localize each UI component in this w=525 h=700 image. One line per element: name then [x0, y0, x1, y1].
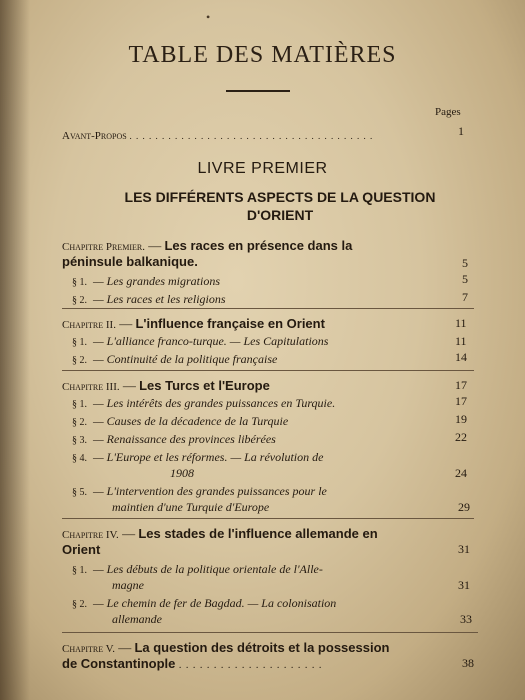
section-title: — Le chemin de fer de Bagdad. — La colonisation	[90, 596, 337, 610]
section-sign: § 1.	[72, 337, 87, 348]
section-page: 33	[460, 612, 472, 626]
divider	[62, 518, 474, 519]
chapter-4-page: 31	[458, 542, 470, 556]
chapter-label: Chapitre IV.	[62, 529, 119, 541]
title-rule	[226, 90, 290, 92]
section-entry	[72, 292, 226, 307]
section-page: 31	[458, 578, 470, 592]
page-mark: •	[206, 10, 211, 24]
binding-shadow	[0, 0, 30, 700]
section-entry	[72, 596, 336, 611]
chapter-2-page: 11	[455, 316, 467, 330]
section-title: — Les débuts de la politique orientale de l'Alle-	[90, 562, 323, 576]
section-sign: § 4.	[72, 453, 87, 464]
section-page: 5	[462, 272, 468, 286]
section-sign: § 1.	[72, 565, 87, 576]
section-entry	[72, 414, 288, 429]
chapter-title: La question des détroits et la possession	[134, 640, 390, 655]
section-entry	[72, 432, 276, 447]
pages-column-label: Pages	[435, 106, 461, 118]
chapter-4-heading	[62, 526, 378, 542]
section-title-cont: allemande	[112, 612, 162, 626]
chapter-4-heading-cont	[62, 542, 100, 558]
section-entry	[72, 396, 335, 411]
chapter-title: Les Turcs et l'Europe	[139, 378, 270, 393]
section-title: — Les races et les religions	[90, 292, 226, 306]
section-page: 29	[458, 500, 470, 514]
divider	[62, 370, 474, 371]
dash: —	[118, 526, 139, 541]
section-sign: § 5.	[72, 487, 87, 498]
section-page: 11	[455, 334, 467, 348]
dash: —	[144, 238, 165, 253]
section-entry	[72, 352, 277, 367]
section-title: — L'intervention des grandes puissances pour le	[90, 484, 327, 498]
part-title-line-1: LES DIFFÉRENTS ASPECTS DE LA QUESTION	[124, 189, 436, 205]
leader-dots: . . . . . . . . . . . . . . . . . . . . . . . . . . . . . . . . . . . . . .	[129, 131, 374, 141]
section-page: 17	[455, 394, 467, 408]
avant-propos-entry	[62, 130, 373, 142]
dash: —	[114, 640, 135, 655]
dash: —	[115, 316, 136, 331]
divider	[62, 632, 478, 633]
section-page: 19	[455, 412, 467, 426]
section-title: — Les grandes migrations	[90, 274, 221, 288]
chapter-title: Les stades de l'influence allemande en	[138, 526, 378, 541]
page-title: TABLE DES MATIÈRES	[128, 42, 397, 68]
livre-heading: LIVRE PREMIER	[197, 160, 328, 177]
section-title-cont: 1908	[170, 466, 194, 480]
chapter-title: de Constantinople	[62, 656, 176, 671]
chapter-5-page: 38	[462, 656, 474, 670]
section-sign: § 2.	[72, 417, 87, 428]
section-title: — Causes de la décadence de la Turquie	[90, 414, 289, 428]
section-title: — Renaissance des provinces libérées	[90, 432, 276, 446]
chapter-1-heading	[62, 238, 352, 254]
chapter-label: Chapitre II.	[62, 319, 116, 331]
chapter-title: Orient	[62, 542, 101, 557]
chapter-title: Les races en présence dans la	[164, 238, 353, 253]
divider	[62, 308, 474, 309]
section-title: — L'alliance franco-turque. — Les Capitulations	[90, 334, 329, 348]
chapter-5-heading	[62, 640, 389, 656]
leader-dots: . . . . . . . . . . . . . . . . . . . . .	[175, 660, 323, 671]
chapter-label: Chapitre Premier.	[62, 241, 145, 253]
section-page: 7	[462, 290, 468, 304]
section-title-cont: magne	[112, 578, 144, 592]
chapter-label: Chapitre V.	[62, 643, 115, 655]
section-sign: § 1.	[72, 399, 87, 410]
chapter-1-heading-cont	[62, 254, 198, 270]
part-title-line-2: D'ORIENT	[246, 207, 314, 223]
chapter-title: péninsule balkanique.	[62, 254, 198, 269]
section-title: — L'Europe et les réformes. — La révolution de	[90, 450, 324, 464]
section-page: 22	[455, 430, 467, 444]
chapter-2-heading	[62, 316, 325, 332]
chapter-3-heading	[62, 378, 270, 394]
chapter-5-heading-cont	[62, 656, 322, 672]
avant-propos-label: Avant-Propos	[62, 130, 127, 142]
section-sign: § 2.	[72, 355, 87, 366]
section-page: 24	[455, 466, 467, 480]
dash: —	[119, 378, 140, 393]
part-title	[70, 188, 490, 224]
chapter-1-page: 5	[462, 256, 468, 270]
section-entry	[72, 274, 220, 289]
avant-propos-page: 1	[458, 124, 464, 138]
chapter-3-page: 17	[455, 378, 467, 392]
section-entry	[72, 334, 328, 349]
section-sign: § 3.	[72, 435, 87, 446]
section-sign: § 2.	[72, 599, 87, 610]
section-title: — Les intérêts des grandes puissances en Turquie.	[90, 396, 336, 410]
section-title-cont: maintien d'une Turquie d'Europe	[112, 500, 270, 514]
section-page: 14	[455, 350, 467, 364]
chapter-title: L'influence française en Orient	[135, 316, 325, 331]
section-entry	[72, 450, 323, 465]
section-entry	[72, 562, 323, 577]
section-title: — Continuité de la politique française	[90, 352, 278, 366]
section-entry	[72, 484, 327, 499]
chapter-label: Chapitre III.	[62, 381, 120, 393]
section-sign: § 2.	[72, 295, 87, 306]
section-sign: § 1.	[72, 277, 87, 288]
